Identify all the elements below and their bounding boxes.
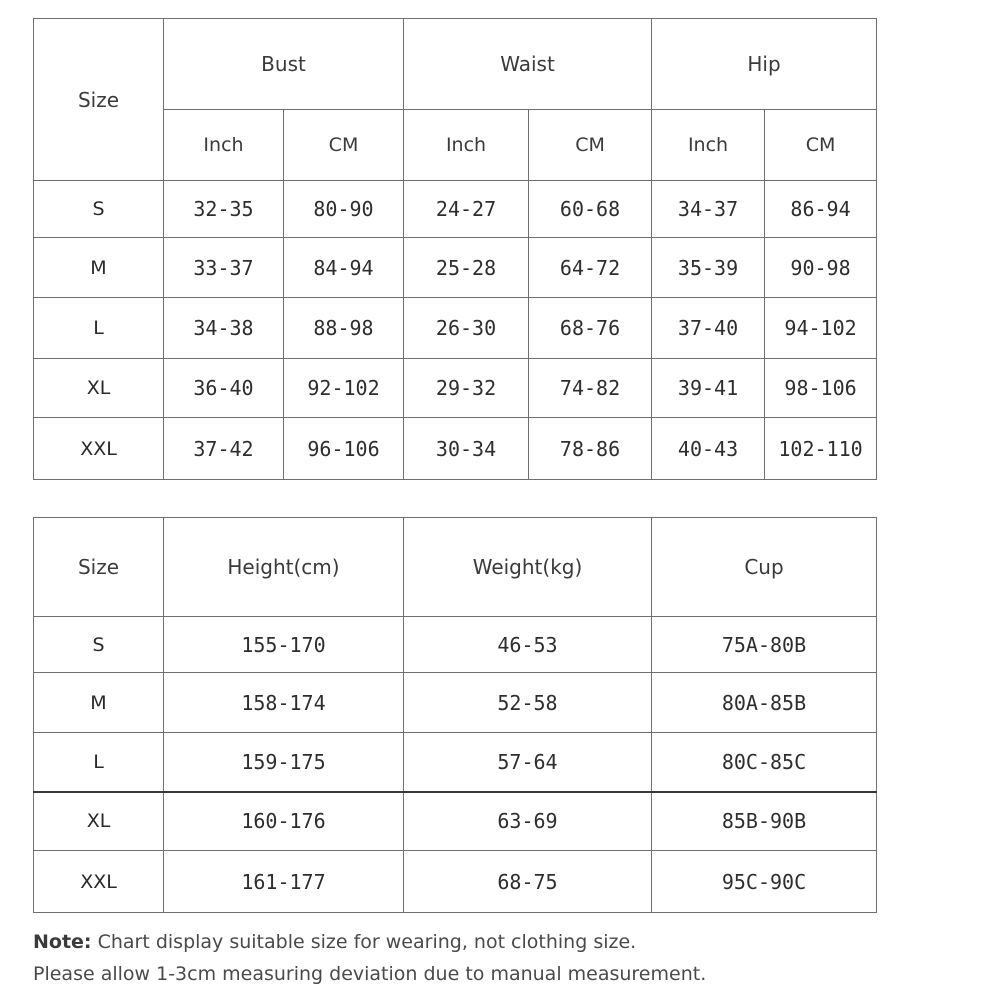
height-cell: 159-175 bbox=[164, 733, 404, 792]
height-cell: 158-174 bbox=[164, 673, 404, 733]
bust-inch-cell: 36-40 bbox=[164, 359, 284, 418]
hip-cm-cell: 94-102 bbox=[765, 298, 877, 359]
waist-cm-cell: 78-86 bbox=[529, 418, 652, 480]
waist-cm-cell: 60-68 bbox=[529, 181, 652, 238]
note-label: Note: bbox=[33, 931, 92, 953]
note-block bbox=[33, 926, 973, 990]
fit-header-row bbox=[34, 518, 877, 617]
bust-cm-cell: 88-98 bbox=[284, 298, 404, 359]
weight-cell: 57-64 bbox=[404, 733, 652, 792]
hip-cm-cell: 102-110 bbox=[765, 418, 877, 480]
hip-cm-header: CM bbox=[765, 110, 877, 181]
table-row bbox=[34, 851, 877, 913]
waist-cm-cell: 64-72 bbox=[529, 238, 652, 298]
height-cell: 155-170 bbox=[164, 617, 404, 673]
cup-cell: 80C-85C bbox=[652, 733, 877, 792]
hip-inch-cell: 40-43 bbox=[652, 418, 765, 480]
size-cell: XXL bbox=[34, 418, 164, 480]
bust-cm-cell: 80-90 bbox=[284, 181, 404, 238]
size-column-header: Size bbox=[34, 518, 164, 617]
weight-cell: 68-75 bbox=[404, 851, 652, 913]
cup-cell: 75A-80B bbox=[652, 617, 877, 673]
weight-cell: 63-69 bbox=[404, 792, 652, 851]
waist-cm-cell: 74-82 bbox=[529, 359, 652, 418]
hip-inch-cell: 35-39 bbox=[652, 238, 765, 298]
note-line-1 bbox=[33, 926, 973, 958]
table-row bbox=[34, 359, 877, 418]
bust-inch-cell: 32-35 bbox=[164, 181, 284, 238]
fit-table bbox=[33, 517, 877, 913]
weight-cell: 52-58 bbox=[404, 673, 652, 733]
size-column-header: Size bbox=[34, 19, 164, 181]
table-row bbox=[34, 673, 877, 733]
waist-inch-cell: 29-32 bbox=[404, 359, 529, 418]
waist-inch-cell: 26-30 bbox=[404, 298, 529, 359]
waist-inch-cell: 24-27 bbox=[404, 181, 529, 238]
size-cell: S bbox=[34, 617, 164, 673]
hip-cm-cell: 90-98 bbox=[765, 238, 877, 298]
cup-header: Cup bbox=[652, 518, 877, 617]
waist-inch-cell: 25-28 bbox=[404, 238, 529, 298]
waist-cm-header: CM bbox=[529, 110, 652, 181]
table-row bbox=[34, 238, 877, 298]
cup-cell: 80A-85B bbox=[652, 673, 877, 733]
waist-cm-cell: 68-76 bbox=[529, 298, 652, 359]
cup-cell: 95C-90C bbox=[652, 851, 877, 913]
hip-header: Hip bbox=[652, 19, 877, 110]
size-cell: XXL bbox=[34, 851, 164, 913]
weight-cell: 46-53 bbox=[404, 617, 652, 673]
bust-cm-cell: 92-102 bbox=[284, 359, 404, 418]
table-row bbox=[34, 792, 877, 851]
hip-inch-cell: 39-41 bbox=[652, 359, 765, 418]
waist-inch-cell: 30-34 bbox=[404, 418, 529, 480]
bust-cm-header: CM bbox=[284, 110, 404, 181]
size-cell: XL bbox=[34, 792, 164, 851]
bust-inch-cell: 37-42 bbox=[164, 418, 284, 480]
size-cell: M bbox=[34, 673, 164, 733]
bust-inch-header: Inch bbox=[164, 110, 284, 181]
note-text: Chart display suitable size for wearing, not clothing size. bbox=[97, 931, 637, 953]
note-line-2: Please allow 1-3cm measuring deviation due to manual measurement. bbox=[33, 963, 707, 985]
table-row bbox=[34, 181, 877, 238]
bust-inch-cell: 34-38 bbox=[164, 298, 284, 359]
table-row bbox=[34, 418, 877, 480]
height-cell: 160-176 bbox=[164, 792, 404, 851]
measurements-table bbox=[33, 18, 877, 480]
bust-cm-cell: 84-94 bbox=[284, 238, 404, 298]
size-cell: XL bbox=[34, 359, 164, 418]
height-header: Height(cm) bbox=[164, 518, 404, 617]
hip-inch-cell: 34-37 bbox=[652, 181, 765, 238]
size-cell: S bbox=[34, 181, 164, 238]
cup-cell: 85B-90B bbox=[652, 792, 877, 851]
weight-header: Weight(kg) bbox=[404, 518, 652, 617]
bust-cm-cell: 96-106 bbox=[284, 418, 404, 480]
waist-inch-header: Inch bbox=[404, 110, 529, 181]
bust-header: Bust bbox=[164, 19, 404, 110]
size-cell: L bbox=[34, 733, 164, 792]
size-cell: M bbox=[34, 238, 164, 298]
hip-inch-cell: 37-40 bbox=[652, 298, 765, 359]
table-row bbox=[34, 617, 877, 673]
bust-inch-cell: 33-37 bbox=[164, 238, 284, 298]
hip-inch-header: Inch bbox=[652, 110, 765, 181]
table-row bbox=[34, 298, 877, 359]
hip-cm-cell: 98-106 bbox=[765, 359, 877, 418]
size-cell: L bbox=[34, 298, 164, 359]
waist-header: Waist bbox=[404, 19, 652, 110]
hip-cm-cell: 86-94 bbox=[765, 181, 877, 238]
table-row bbox=[34, 733, 877, 792]
height-cell: 161-177 bbox=[164, 851, 404, 913]
measurements-header-row bbox=[34, 19, 877, 110]
